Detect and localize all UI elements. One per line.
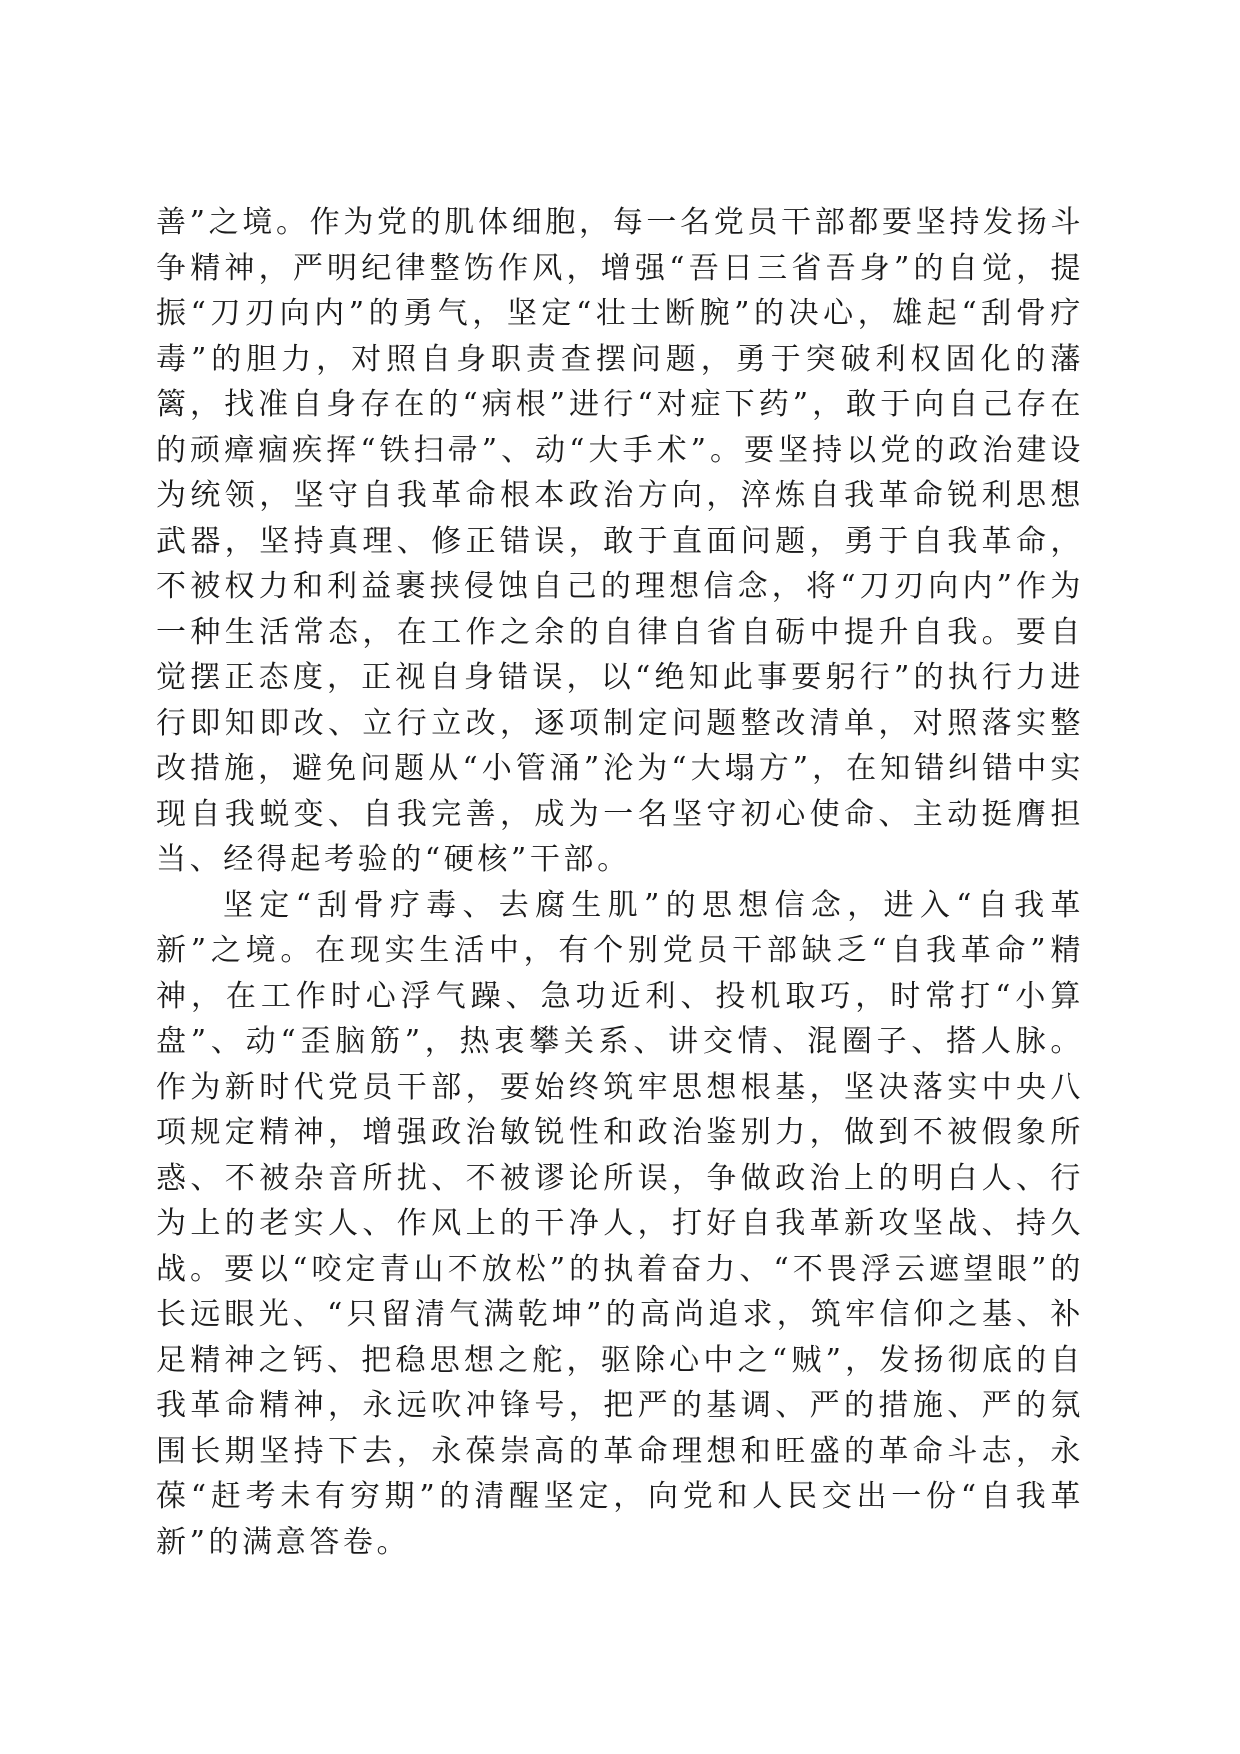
body-text [156, 200, 1084, 1565]
paragraph-self-renewal: 坚定“刮骨疗毒、去腐生肌”的思想信念，进入“自我革新”之境。在现实生活中，有个别党员干部缺乏“自我革命”精神，在工作时心浮气躁、急功近利、投机取巧，时常打“小算盘”、动“歪脑筋”，热衷攀关系、讲交情、混圈子、搭人脉。作为新时代党员干部，要始终筑牢思想根基，坚决落实中央八项规定精神，增强政治敏锐性和政治鉴别力，做到不被假象所惑、不被杂音所扰、不被谬论所误，争做政治上的明白人、行为上的老实人、作风上的干净人，打好自我革新攻坚战、持久战。要以“咬定青山不放松”的执着奋力、“不畏浮云遮望眼”的长远眼光、“只留清气满乾坤”的高尚追求，筑牢信仰之基、补足精神之钙、把稳思想之舵，驱除心中之“贼”，发扬彻底的自我革命精神，永远吹冲锋号，把严的基调、严的措施、严的氛围长期坚持下去，永葆崇高的革命理想和旺盛的革命斗志，永葆“赶考未有穷期”的清醒坚定，向党和人民交出一份“自我革新”的满意答卷。 [156, 887, 1084, 1560]
paragraph-continued: 善”之境。作为党的肌体细胞，每一名党员干部都要坚持发扬斗争精神，严明纪律整饬作风，增强“吾日三省吾身”的自觉，提振“刀刃向内”的勇气，坚定“壮士断腕”的决心，雄起“刮骨疗毒”的胆力，对照自身职责查摆问题，勇于突破利权固化的藩篱，找准自身存在的“病根”进行“对症下药”，敢于向自己存在的顽瘴痼疾挥“铁扫帚”、动“大手术”。要坚持以党的政治建设为统领，坚守自我革命根本政治方向，淬炼自我革命锐利思想武器，坚持真理、修正错误，敢于直面问题，勇于自我革命，不被权力和利益裹挟侵蚀自己的理想信念，将“刀刃向内”作为一种生活常态，在工作之余的自律自省自砺中提升自我。要自觉摆正态度，正视自身错误，以“绝知此事要躬行”的执行力进行即知即改、立行立改，逐项制定问题整改清单，对照落实整改措施，避免问题从“小管涌”沦为“大塌方”，在知错纠错中实现自我蜕变、自我完善，成为一名坚守初心使命、主动挺膺担当、经得起考验的“硬核”干部。 [156, 205, 1084, 877]
